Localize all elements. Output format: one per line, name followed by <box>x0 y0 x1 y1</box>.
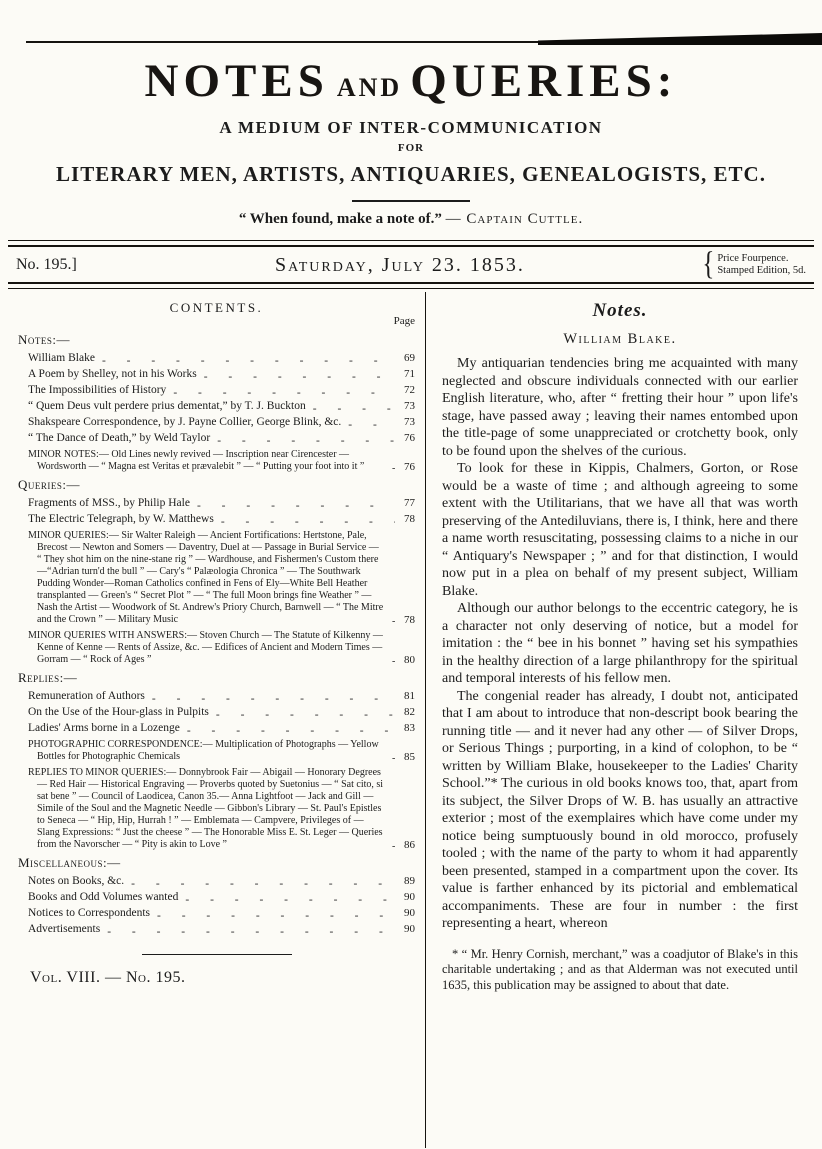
dash-leader <box>124 877 395 889</box>
toc-item-text: “ Quem Deus vult perdere prius dementat,” by T. J. Buckton <box>28 400 306 412</box>
price-brace: { <box>702 246 715 282</box>
double-rule-bottom <box>8 282 814 289</box>
toc-section-notes <box>18 332 415 473</box>
toc-item <box>18 705 415 719</box>
article-paragraph: Although our author belongs to the eccentric category, he is a character not only deserving of notice, but a model for imitation : the “ bee in his bonnet ” having set his sympathies in the healthy direction of a large philanthropy for the spiritual and temporal interests of his fellow men. <box>442 601 798 686</box>
article-footnote: * “ Mr. Henry Cornish, merchant,” was a coadjutor of Blake's in this charitable undertaking ; and as that Alderman was not executed until 1635, this publication may be assigned to about that date. <box>442 946 798 992</box>
masthead-rule <box>352 200 470 202</box>
price-lines <box>717 253 806 278</box>
volume-footer: Vol. VIII. — No. 195. <box>30 969 186 986</box>
toc-item-text: MINOR NOTES:— Old Lines newly revived — Inscription near Cirencester — Wordsworth — “ Magna est Veritas et prævalebit ” — “ Putting your foot into it ” <box>28 449 365 472</box>
toc-item-text: Notices to Correspondents <box>28 907 151 919</box>
toc-item-page: 89 <box>404 875 415 887</box>
dash-leader <box>150 909 395 921</box>
price-block <box>654 246 806 282</box>
masthead-title-word2: QUERIES: <box>410 55 678 107</box>
toc-item <box>18 890 415 904</box>
toc-item-page: 76 <box>404 432 415 444</box>
motto-quote: “ When found, make a note of.” <box>238 211 442 227</box>
dash-leader <box>178 893 395 905</box>
toc-item-text: Books and Odd Volumes wanted <box>28 891 179 903</box>
toc-item-replies-minor <box>18 767 415 851</box>
footer-rule <box>142 954 292 955</box>
masthead-title-word1: NOTES <box>144 55 329 107</box>
motto-attribution: — Captain Cuttle. <box>445 211 584 227</box>
masthead-title <box>0 55 822 107</box>
toc-item-page: 78 <box>404 513 415 525</box>
toc-item-text: REPLIES TO MINOR QUERIES:— Donnybrook Fair — Abigail — Honorary Degrees — Red Hair — Historical Engraving — Proverbs quoted by Suetonius — “ Sat cito, si sat bene ” — Council of Laodicea, Canon 35.— Anna Lightfoot — Jack and Gill — Simile of the Soul and the Magnetic Needle — Gibbon's Library — St. Paul's Epistles to Seneca — “ Hip, Hip, Hurrah ! ” — Emblemata — Campvere, Privileges of — Slang Expressions: “ Just the cheese ” — The Honorable Miss E. St. Leger — Queries from the Navorscher — “ Pity is akin to Love ” <box>28 767 384 850</box>
dash-leader <box>145 692 395 704</box>
masthead-for-label: FOR <box>397 142 425 154</box>
toc-item-page: 83 <box>404 722 415 734</box>
dash-leader <box>385 616 395 626</box>
content-columns <box>0 292 822 1148</box>
toc-item-minor-queries-answers <box>18 630 415 666</box>
toc-item-text: PHOTOGRAPHIC CORRESPONDENCE:— Multiplication of Photographs — Yellow Bottles for Photographic Chemicals <box>28 739 379 762</box>
masthead <box>0 0 822 228</box>
dash-leader <box>385 753 395 763</box>
toc-item <box>18 351 415 365</box>
issue-bar <box>0 247 822 282</box>
dash-leader <box>385 656 395 666</box>
toc-item-text: Shakspeare Correspondence, by J. Payne Collier, George Blink, &c. <box>28 416 342 428</box>
toc-item-text: MINOR QUERIES WITH ANSWERS:— Stoven Church — The Statute of Kilkenny — Kenne of Kenne — Rents of Assize, &c. — Edifices of Ancient and Modern Times — Gorram — “ Rock of Ages ” <box>28 630 383 665</box>
article-title: William Blake. <box>563 331 677 347</box>
toc-item-text: The Impossibilities of History <box>28 384 167 396</box>
dash-leader <box>341 418 395 430</box>
dash-leader <box>100 925 395 937</box>
toc-item <box>18 922 415 936</box>
contents-header <box>18 298 415 328</box>
article-section-heading: Notes. <box>592 300 648 321</box>
masthead-subtitle: A MEDIUM OF INTER-COMMUNICATION <box>219 118 603 137</box>
toc-item-text: William Blake <box>28 352 95 364</box>
toc-item <box>18 415 415 429</box>
dash-leader <box>180 724 395 736</box>
toc-item-page: 78 <box>404 614 415 626</box>
toc-item <box>18 383 415 397</box>
toc-item <box>18 906 415 920</box>
toc-item-text: MINOR QUERIES:— Sir Walter Raleigh — Ancient Fortifications: Hertstone, Pale, Brecost — Newton and Somers — Daventry, Duel at — Passage in Burial Service — “ They shot him on the nine-stane rig ” — Wardhouse, and Fishermen's Custom there—“Adrian turn'd the bull ” — Cary's “ Palæologia Chronica ” — The Southwark Pudding Wonder—Roman Catholics confined in Fens of Ely—White Bell Heather transplanted — Green's “ Secret Plot ” — “ The full Moon brings fine Weather ” — Nash the Artist — Woodwork of St. Andrew's Priory Church, Barnwell — “ The Mitre and the Crown ” — Military Music <box>28 530 384 625</box>
dash-leader <box>210 434 395 446</box>
article-paragraph: The congenial reader has already, I doubt not, anticipated that I am about to introduce that non-descript book bearing the running title — and it never had any other — of Silver Drops, or Serious Things ; purporting, in a kind of colophon, to be “ written by William Blake, housekeeper to the Ladies' Charity School.”* The curious in old books knows too, that, apart from its subject, the Silver Drops of W. B. has usually an attractive exterior ; most of the exemplaires which have come under my notice being sumptuously bound in old morocco, profusely tooled ; with the name of the party to whom it had apparently been presented, stamped in a compartment upon the cover. Its value is farther enhanced by its pictorial and emblematical accompaniments. These are four in number : the first representing a heart, whereon <box>442 688 798 931</box>
dash-leader <box>166 386 395 398</box>
toc-item-page: 73 <box>404 400 415 412</box>
toc-item <box>18 721 415 735</box>
toc-item-page: 81 <box>404 690 415 702</box>
toc-item-page: 69 <box>404 352 415 364</box>
toc-item-page: 82 <box>404 706 415 718</box>
toc-item <box>18 874 415 888</box>
toc-item <box>18 512 415 526</box>
toc-item <box>18 399 415 413</box>
dash-leader <box>190 499 395 511</box>
contents-column <box>14 292 426 1148</box>
toc-item-minor-notes <box>18 449 415 473</box>
toc-item-page: 90 <box>404 923 415 935</box>
issue-number: No. 195.] <box>16 256 77 273</box>
dash-leader <box>385 463 395 473</box>
dash-leader <box>214 515 395 527</box>
article-column <box>426 292 822 1148</box>
article-paragraph: To look for these in Kippis, Chalmers, Gorton, or Rose would be a waste of time ; and although agreeing to some extent with the Utilitarians, that we have all that was worth preserving of the Antediluvians, there is, I think, here and there a name worth resuscitating, possessing claims to a niche in our “ Antiquary's Newspaper ; ” and for that distinction, I would now put in a plea on behalf of my present subject, William Blake. <box>442 461 798 599</box>
toc-item-text: On the Use of the Hour-glass in Pulpits <box>28 706 209 718</box>
masthead-audience-line: LITERARY MEN, ARTISTS, ANTIQUARIES, GENEALOGISTS, ETC. <box>56 162 766 186</box>
masthead-title-and: AND <box>336 73 403 102</box>
toc-item-text: A Poem by Shelley, not in his Works <box>28 368 197 380</box>
toc-item-text: Advertisements <box>28 923 101 935</box>
double-rule-top <box>8 240 814 247</box>
toc-item-page: 90 <box>404 907 415 919</box>
price-line-2: Stamped Edition, 5d. <box>717 265 806 276</box>
dash-leader <box>197 370 395 382</box>
price-line-1: Price Fourpence. <box>717 252 789 264</box>
toc-item-page: 80 <box>404 654 415 666</box>
toc-item <box>18 431 415 445</box>
toc-section-replies <box>18 670 415 851</box>
toc-item-minor-queries <box>18 530 415 626</box>
toc-item-text: “ The Dance of Death,” by Weld Taylor <box>28 432 211 444</box>
dash-leader <box>306 402 395 414</box>
contents-page-label: Page <box>393 315 415 327</box>
toc-item-page: 73 <box>404 416 415 428</box>
toc-item-page: 86 <box>404 839 415 851</box>
toc-item <box>18 689 415 703</box>
toc-item-page: 71 <box>404 368 415 380</box>
motto <box>0 211 822 228</box>
toc-section-queries <box>18 477 415 666</box>
toc-item-page: 72 <box>404 384 415 396</box>
dash-leader <box>385 841 395 851</box>
toc-item-text: Notes on Books, &c. <box>28 875 125 887</box>
toc-item-text: Ladies' Arms borne in a Lozenge <box>28 722 180 734</box>
toc-item-text: The Electric Telegraph, by W. Matthews <box>28 513 214 525</box>
toc-item-page: 77 <box>404 497 415 509</box>
toc-item-page: 90 <box>404 891 415 903</box>
article-paragraph: My antiquarian tendencies bring me acquainted with many neglected and obscure individuals connected with our earlier English literature, who, after “ fretting their hour ” upon life's stage, have passed away ; leaving their names entombed upon the title-page of some unappreciated or crotchetty book, only to be found upon the shelves of the curious. <box>442 356 798 459</box>
issue-date: Saturday, July 23. 1853. <box>275 253 525 276</box>
toc-section-heading: Miscellaneous:— <box>18 855 121 870</box>
toc-section-heading: Notes:— <box>18 332 70 347</box>
toc-item <box>18 367 415 381</box>
toc-item-page: 76 <box>404 461 415 473</box>
toc-item-text: Remuneration of Authors <box>28 690 145 702</box>
toc-item-page: 85 <box>404 751 415 763</box>
toc-section-heading: Replies:— <box>18 670 78 685</box>
contents-heading: CONTENTS. <box>169 300 264 315</box>
toc-section-heading: Queries:— <box>18 477 80 492</box>
toc-item-text: Fragments of MSS., by Philip Hale <box>28 497 190 509</box>
toc-item-photographic <box>18 739 415 763</box>
toc-item <box>18 496 415 510</box>
dash-leader <box>209 708 395 720</box>
dash-leader <box>95 354 395 366</box>
toc-section-miscellaneous <box>18 855 415 936</box>
